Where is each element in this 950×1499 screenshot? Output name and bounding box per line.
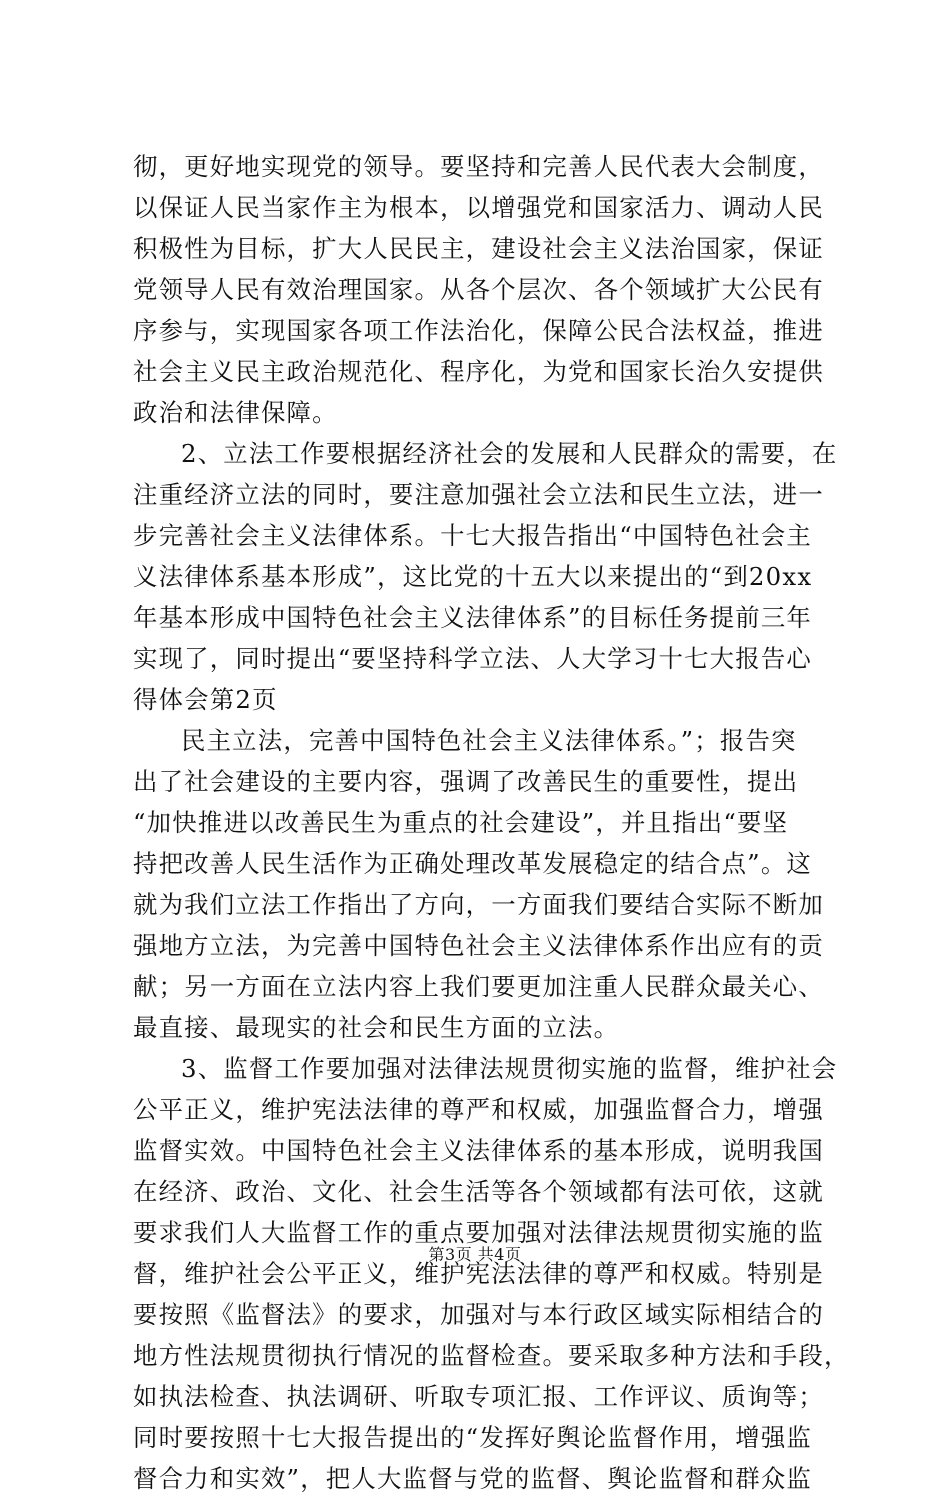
text-line: 出了社会建设的主要内容，强调了改善民生的重要性，提出 [133,767,799,796]
text-line: “加快推进以改善民生为重点的社会建设”，并且指出“要坚 [133,808,789,837]
text-line: 督，维护社会公平正义，维护宪法法律的尊严和权威。特别是 [133,1259,824,1288]
paragraph-start-line: 3、监督工作要加强对法律法规贯彻实施的监督，维护社会 [181,1054,838,1083]
text-line: 步完善社会主义法律体系。十七大报告指出“中国特色社会主 [133,521,813,550]
text-line: 注重经济立法的同时，要注意加强社会立法和民生立法，进一 [133,480,824,509]
text-line: 义法律体系基本形成”，这比党的十五大以来提出的“到20xx [133,562,813,591]
text-line: 同时要按照十七大报告提出的“发挥好舆论监督作用，增强监 [133,1423,813,1452]
text-line: 督合力和实效”，把人大监督与党的监督、舆论监督和群众监 [133,1464,813,1493]
text-line: 彻，更好地实现党的领导。要坚持和完善人民代表大会制度， [133,152,824,181]
text-line: 得体会第2页 [133,685,278,714]
text-line: 序参与，实现国家各项工作法治化，保障公民合法权益，推进 [133,316,824,345]
text-line: 地方性法规贯彻执行情况的监督检查。要采取多种方法和手段， [133,1341,850,1370]
text-line: 监督实效。中国特色社会主义法律体系的基本形成，说明我国 [133,1136,824,1165]
text-line: 积极性为目标，扩大人民民主，建设社会主义法治国家，保证 [133,234,824,263]
text-line: 实现了，同时提出“要坚持科学立法、人大学习十七大报告心 [133,644,813,673]
text-line: 要求我们人大监督工作的重点要加强对法律法规贯彻实施的监 [133,1218,824,1247]
text-line: 要按照《监督法》的要求，加强对与本行政区域实际相结合的 [133,1300,824,1329]
page-footer: 第3页 共4页 [428,1245,522,1264]
paragraph-start-line: 2、立法工作要根据经济社会的发展和人民群众的需要，在 [181,439,838,468]
text-line: 持把改善人民生活作为正确处理改革发展稳定的结合点”。这 [133,849,813,878]
text-line: 年基本形成中国特色社会主义法律体系”的目标任务提前三年 [133,603,813,632]
text-line: 在经济、政治、文化、社会生活等各个领域都有法可依，这就 [133,1177,824,1206]
text-line: 如执法检查、执法调研、听取专项汇报、工作评议、质询等； [133,1382,824,1411]
paragraph-start-line: 民主立法，完善中国特色社会主义法律体系。”；报告突 [181,726,797,755]
text-line: 就为我们立法工作指出了方向，一方面我们要结合实际不断加 [133,890,824,919]
text-line: 社会主义民主政治规范化、程序化，为党和国家长治久安提供 [133,357,824,386]
text-line: 公平正义，维护宪法法律的尊严和权威，加强监督合力，增强 [133,1095,824,1124]
text-line: 政治和法律保障。 [133,398,338,427]
text-line: 最直接、最现实的社会和民生方面的立法。 [133,1013,620,1042]
text-line: 强地方立法，为完善中国特色社会主义法律体系作出应有的贡 [133,931,824,960]
document-body [133,146,850,1499]
text-line: 以保证人民当家作主为根本，以增强党和国家活力、调动人民 [133,193,824,222]
text-line: 党领导人民有效治理国家。从各个层次、各个领域扩大公民有 [133,275,824,304]
text-line: 献；另一方面在立法内容上我们要更加注重人民群众最关心、 [133,972,824,1001]
